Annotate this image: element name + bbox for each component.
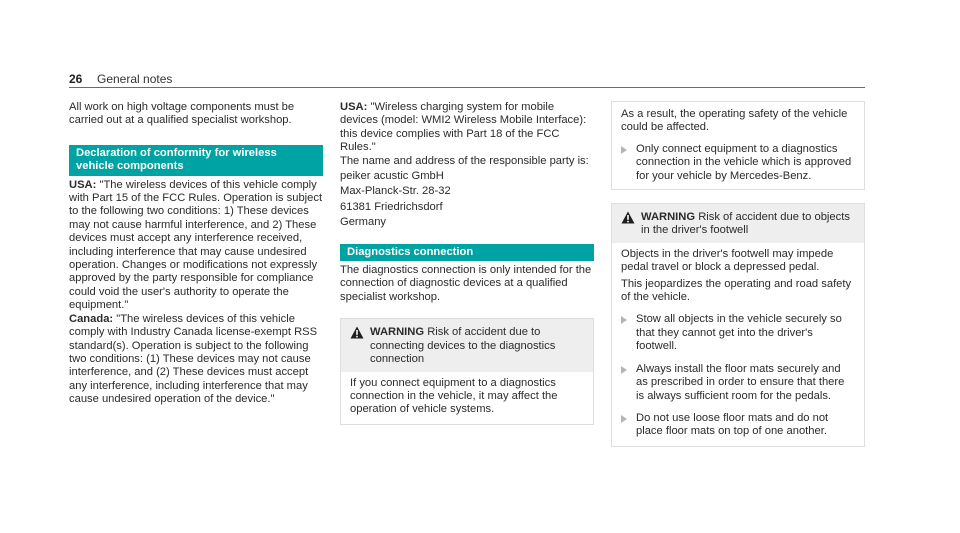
canada-paragraph: [69, 313, 323, 407]
bullet-arrow-icon: [621, 415, 627, 423]
warning-body: [612, 243, 864, 446]
section-heading-diagnostics: Diagnostics connection: [340, 244, 594, 261]
bullet-arrow-icon: [621, 366, 627, 374]
bullet-item: [621, 363, 855, 403]
bullet-text: Do not use loose floor mats and do not place floor mats on top of one another.: [636, 411, 829, 438]
warning-label: WARNING: [641, 211, 696, 224]
address-line: 61381 Friedrichsdorf: [340, 200, 443, 213]
bullet-text: Stow all objects in the vehicle securely so that they cannot get into the driver's footwell.: [636, 313, 842, 353]
warning-body: If you connect equipment to a diagnostics connection in the vehicle, it may affect the operation of vehicle systems.: [350, 376, 558, 416]
usa-text: "The wireless devices of this vehicle comply with Part 15 of the FCC Rules. Operation is subject to the following two conditions: 1) These devices may not cause harmful interference, and 2) These devices must accept any interference received, including interference that may cause undesired operation. Changes or modifications not expressly approved by the party responsible for compliance could void the user's authority to operate the equipment.": [69, 178, 323, 312]
bullet-text: Only connect equipment to a diagnostics connection in the vehicle which is approved for your vehicle by Mercedes-Benz.: [636, 142, 852, 182]
warning-box-footwell: [611, 203, 865, 447]
warning-heading-text: [641, 211, 855, 238]
continued-warning-box: [611, 101, 865, 190]
bullet-arrow-icon: [621, 316, 627, 324]
warning-heading-text: [370, 326, 584, 366]
box-paragraph: As a result, the operating safety of the vehicle could be affected.: [621, 108, 848, 134]
responsible-party-intro: The name and address of the responsible party is:: [340, 154, 589, 167]
warning-header: [341, 319, 593, 371]
warning-title: Risk of accident due to objects in the driver's footwell: [641, 211, 850, 237]
usa-paragraph: [69, 179, 323, 313]
usa-wireless-paragraph: [340, 101, 594, 155]
canada-label: Canada:: [69, 312, 114, 325]
warning-label: WARNING: [370, 326, 425, 339]
column-3: [611, 101, 865, 447]
column-2: [340, 101, 594, 425]
diagnostics-paragraph: The diagnostics connection is only intended for the connection of diagnostic devices at a qualified specialist workshop.: [340, 264, 592, 303]
warning-triangle-icon: [350, 326, 364, 339]
warning-header: [612, 204, 864, 243]
bullet-arrow-icon: [621, 146, 627, 154]
warning-box-diagnostics: [340, 318, 594, 424]
bullet-text: Always install the floor mats securely and as prescribed in order to ensure that there is always sufficient room for the pedals.: [636, 362, 845, 402]
column-1: [69, 101, 323, 407]
page-number: 26: [69, 72, 83, 86]
usa-wireless-text: "Wireless charging system for mobile devices (model: WMI2 Wireless Mobile Interface): this device complies with Part 18 of the FCC Rules.": [340, 101, 587, 154]
bullet-item: [621, 143, 855, 183]
header-rule: [69, 87, 865, 88]
warning-triangle-icon: [621, 211, 635, 224]
section-heading-conformity: Declaration of conformity for wireless vehicle components: [69, 145, 323, 176]
address-line: peiker acustic GmbH: [340, 170, 444, 183]
intro-paragraph: All work on high voltage components must be carried out at a qualified specialist workshop.: [69, 101, 295, 127]
usa-label: USA:: [69, 178, 97, 191]
canada-text: "The wireless devices of this vehicle comply with Industry Canada license-exempt RSS standard(s). Operation is subject to the following two conditions: (1) These devices may not cause interference, and (2) These devices must accept any interference, including interference that may cause undesired operation of the device.": [69, 312, 318, 406]
running-header: General notes: [97, 72, 173, 86]
bullet-item: [621, 412, 855, 439]
bullet-item: [621, 313, 855, 353]
warning-paragraph: Objects in the driver's footwell may impede pedal travel or block a depressed pedal.: [621, 247, 834, 274]
address-line: Max-Planck-Str. 28-32: [340, 185, 451, 198]
warning-title: Risk of accident due to connecting devices to the diagnostics connection: [370, 326, 556, 366]
usa-label: USA:: [340, 101, 368, 113]
warning-paragraph: This jeopardizes the operating and road safety of the vehicle.: [621, 277, 852, 304]
address-line: Germany: [340, 216, 387, 229]
